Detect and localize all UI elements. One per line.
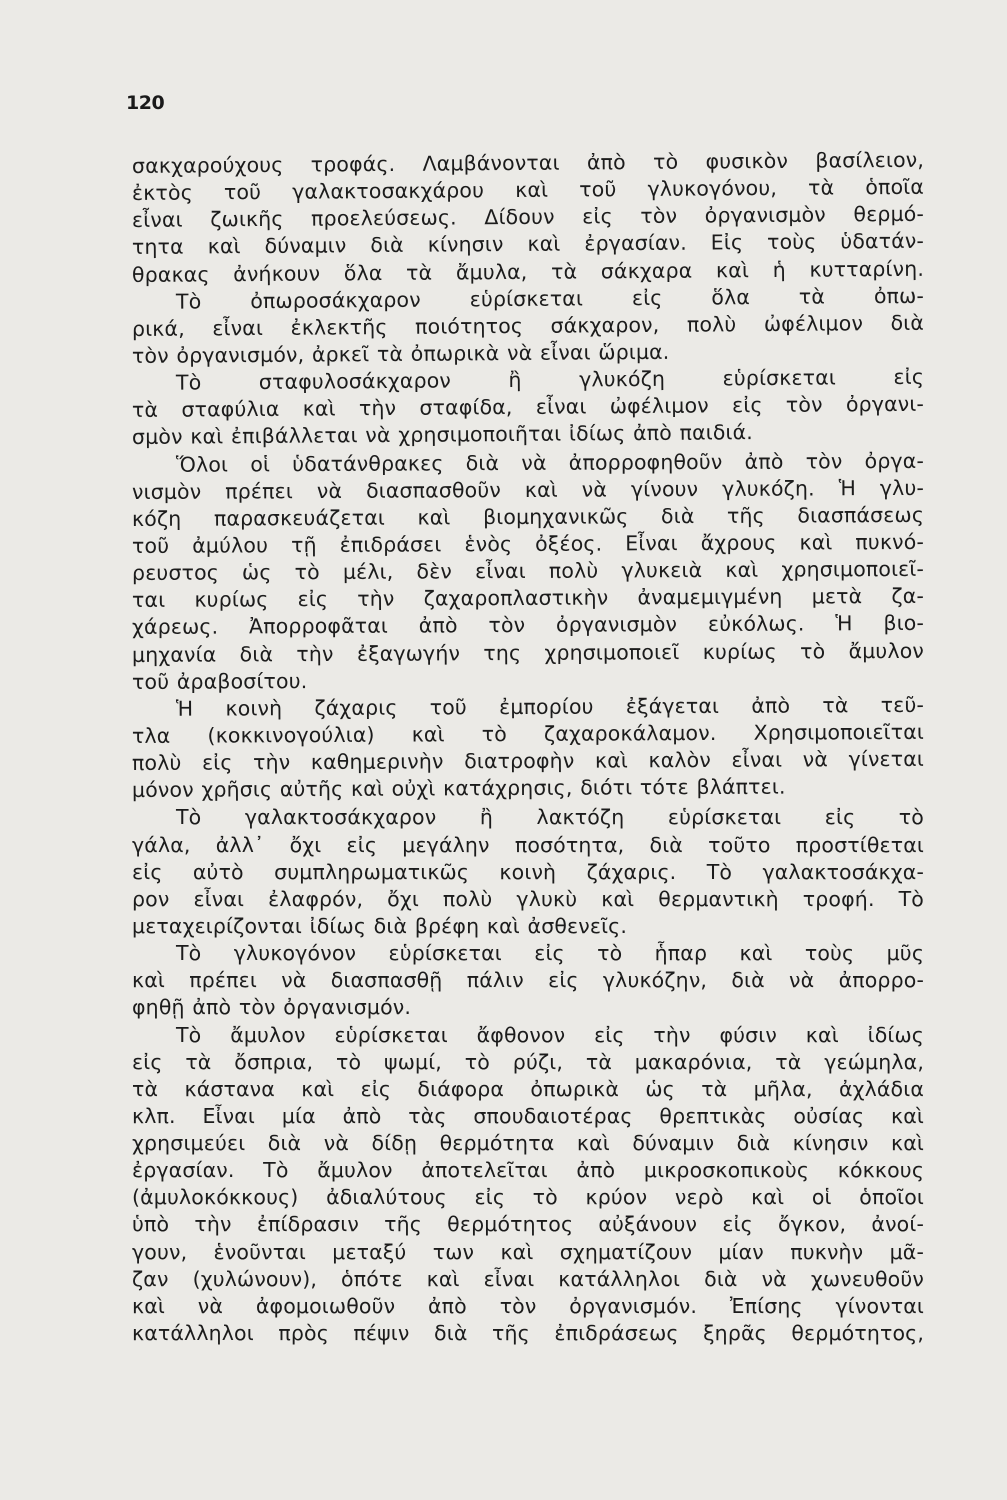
paragraph-starch (132, 1022, 924, 1348)
text-line: Τὸ σταφυλοσάκχαρον ἢ γλυκόζη εὑρίσκεται εἰς (175, 364, 925, 395)
text-line: φηθῇ ἀπὸ τὸν ὀργανισμόν. (132, 995, 412, 1020)
text-line: πολὺ εἰς τὴν καθημερινὴν διατροφὴν καὶ καλὸν εἶναι νὰ γίνεται (131, 746, 925, 776)
text-line: εἰς αὐτὸ συμπληρωματικῶς κοινὴ ζάχαρις. Τὸ γαλακτοσάκχα- (132, 859, 924, 884)
text-line: νισμὸν πρέπει νὰ διασπασθοῦν καὶ νὰ γίνουν γλυκόζη. Ἡ γλυ- (131, 475, 925, 504)
body-text (131, 147, 925, 1347)
text-line: τοῦ ἀραβοσίτου. (131, 668, 308, 694)
text-line: ἐκτὸς τοῦ γαλακτοσακχάρου καὶ τοῦ γλυκογόνου, τὰ ὁποῖα (131, 174, 925, 206)
text-line: γουν, ἑνοῦνται μεταξύ των καὶ σχηματίζουν μίαν πυκνὴν μᾶ- (132, 1239, 924, 1264)
text-line: τλα (κοκκινογούλια) καὶ τὸ ζαχαροκάλαμον. Χρησιμοποιεῖται (131, 719, 925, 748)
text-line: χρησιμεύει διὰ νὰ δίδῃ θερμότητα καὶ δύναμιν διὰ κίνησιν καὶ (132, 1131, 924, 1156)
text-line: Τὸ γλυκογόνον εὑρίσκεται εἰς τὸ ἧπαρ καὶ τοὺς μῦς (176, 941, 924, 966)
text-line: μεταχειρίζονται ἰδίως διὰ βρέφη καὶ ἀσθενεῖς. (132, 913, 628, 938)
text-line: Τὸ γαλακτοσάκχαρον ἢ λακτόζη εὑρίσκεται εἰς τὸ (176, 805, 924, 830)
text-line: τὰ κάστανα καὶ εἰς διάφορα ὀπωρικὰ ὡς τὰ μῆλα, ἀχλάδια (132, 1076, 924, 1101)
text-line: θρακας ἀνήκουν ὅλα τὰ ἄμυλα, τὰ σάκχαρα καὶ ἡ κυτταρίνη. (131, 256, 925, 287)
text-line: (ἀμυλοκόκκους) ἀδιαλύτους εἰς τὸ κρύον νερὸ καὶ οἱ ὁποῖοι (132, 1185, 924, 1210)
page-number: 120 (126, 92, 165, 114)
paragraph-fruit-sugar (131, 283, 925, 370)
paragraph-common-sugar (131, 692, 925, 805)
text-line: κατάλληλοι πρὸς πέψιν διὰ τῆς ἐπιδράσεως ξηρᾶς θερμότητος, (132, 1321, 924, 1346)
text-line: τητα καὶ δύναμιν διὰ κίνησιν καὶ ἐργασίαν. Εἰς τοὺς ὑδατάν- (131, 229, 925, 260)
paragraph-glycogen (132, 940, 924, 1021)
text-line: ται κυρίως εἰς τὴν ζαχαροπλαστικὴν ἀναμεμιγμένη μετὰ ζα- (131, 584, 925, 613)
text-line: Τὸ ὀπωροσάκχαρον εὑρίσκεται εἰς ὅλα τὰ ὀπω- (175, 283, 925, 314)
paragraph-carbohydrates-intro (131, 147, 925, 289)
text-line: ὑπὸ τὴν ἐπίδρασιν τῆς θερμότητος αὐξάνουν εἰς ὄγκον, ἀνοί- (132, 1212, 924, 1237)
text-line: ζαν (χυλώνουν), ὁπότε καὶ εἶναι κατάλληλοι διὰ νὰ χωνευθοῦν (132, 1266, 924, 1291)
text-line: μηχανία διὰ τὴν ἐξαγωγήν της χρησιμοποιεῖ κυρίως τὸ ἄμυλον (131, 638, 925, 667)
paragraph-glucose (131, 448, 925, 696)
text-line: σακχαρούχους τροφάς. Λαμβάνονται ἀπὸ τὸ φυσικὸν βασίλειον, (131, 147, 925, 178)
text-line: Ἡ κοινὴ ζάχαρις τοῦ ἐμπορίου ἐξάγεται ἀπὸ τὰ τεῦ- (175, 692, 925, 721)
text-line: τὸν ὀργανισμόν, ἀρκεῖ τὰ ὀπωρικὰ νὰ εἶναι ὥριμα. (131, 339, 670, 368)
text-line: εἰς τὰ ὄσπρια, τὸ ψωμί, τὸ ρύζι, τὰ μακαρόνια, τὰ γεώμηλα, (132, 1049, 924, 1074)
text-line: καὶ νὰ ἀφομοιωθοῦν ἀπὸ τὸν ὀργανισμόν. Ἐπίσης γίνονται (132, 1293, 924, 1318)
text-line: τοῦ ἀμύλου τῇ ἐπιδράσει ἑνὸς ὀξέος. Εἶναι ἄχρους καὶ πυκνό- (131, 529, 925, 558)
text-line: ρικά, εἶναι ἐκλεκτῆς ποιότητος σάκχαρον, πολὺ ὠφέλιμον διὰ (131, 310, 925, 341)
text-line: κόζη παρασκευάζεται καὶ βιομηχανικῶς διὰ τῆς διασπάσεως (131, 502, 925, 531)
paragraph-milk-sugar (132, 804, 924, 940)
text-line: σμὸν καὶ ἐπιβάλλεται νὰ χρησιμοποιῆται ἰδίως ἀπὸ παιδιά. (131, 420, 753, 450)
paragraph-grape-sugar (131, 364, 925, 451)
text-line: γάλα, ἀλλ᾽ ὄχι εἰς μεγάλην ποσότητα, διὰ τοῦτο προστίθεται (132, 832, 924, 857)
text-line: μόνον χρῆσις αὐτῆς καὶ οὐχὶ κατάχρησις, διότι τότε βλάπτει. (131, 774, 786, 803)
text-line: ρον εἶναι ἐλαφρόν, ὄχι πολὺ γλυκὺ καὶ θερμαντικὴ τροφή. Τὸ (132, 886, 924, 911)
text-line: τὰ σταφύλια καὶ τὴν σταφίδα, εἶναι ὠφέλιμον εἰς τὸν ὀργανι- (131, 392, 925, 423)
text-line: καὶ πρέπει νὰ διασπασθῇ πάλιν εἰς γλυκόζην, διὰ νὰ ἀπορρο- (132, 968, 924, 993)
text-line: Τὸ ἄμυλον εὑρίσκεται ἄφθονον εἰς τὴν φύσιν καὶ ἰδίως (176, 1022, 924, 1047)
text-line: Ὅλοι οἱ ὑδατάνθρακες διὰ νὰ ἀπορροφηθοῦν ἀπὸ τὸν ὀργα- (175, 448, 925, 477)
text-line: κλπ. Εἶναι μία ἀπὸ τὰς σπουδαιοτέρας θρεπτικὰς οὐσίας καὶ (132, 1103, 924, 1128)
text-line: χάρεως. Ἀπορροφᾶται ἀπὸ τὸν ὀργανισμὸν εὐκόλως. Ἡ βιο- (131, 611, 925, 640)
text-line: ἐργασίαν. Τὸ ἄμυλον ἀποτελεῖται ἀπὸ μικροσκοπικοὺς κόκκους (132, 1158, 924, 1183)
text-line: ρευστος ὡς τὸ μέλι, δὲν εἶναι πολὺ γλυκειὰ καὶ χρησιμοποιεῖ- (131, 556, 925, 586)
text-line: εἶναι ζωικῆς προελεύσεως. Δίδουν εἰς τὸν ὀργανισμὸν θερμό- (131, 202, 925, 233)
